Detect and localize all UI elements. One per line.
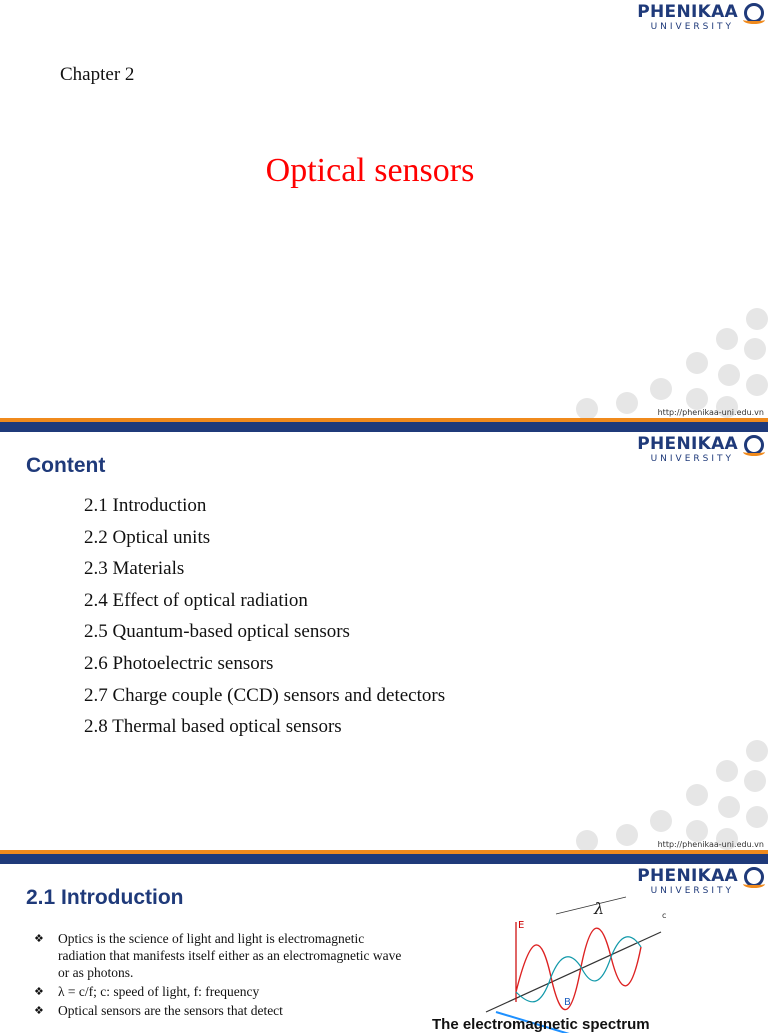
logo-name: PHENIKAA xyxy=(637,866,738,886)
electromagnetic-wave-diagram xyxy=(476,892,686,1022)
b-label: B xyxy=(564,997,571,1008)
slide-2 xyxy=(0,432,768,864)
lambda-label: λ xyxy=(594,899,605,918)
toc-item[interactable]: 2.3 Materials xyxy=(84,558,185,580)
toc-item[interactable]: 2.7 Charge couple (CCD) sensors and detectors xyxy=(84,684,446,706)
logo-sub: UNIVERSITY xyxy=(650,886,734,896)
e-label: E xyxy=(518,920,525,931)
footer-url[interactable]: http://phenikaa-uni.edu.vn xyxy=(657,840,764,849)
slide-heading: 2.1 Introduction xyxy=(26,886,184,909)
logo-ring-icon xyxy=(744,3,764,23)
phenikaa-logo xyxy=(604,434,764,466)
table-of-contents xyxy=(84,494,445,747)
toc-item[interactable]: 2.1 Introduction xyxy=(84,495,207,516)
logo-ring-icon xyxy=(744,867,764,887)
logo-name: PHENIKAA xyxy=(637,2,738,22)
toc-item[interactable]: 2.8 Thermal based optical sensors xyxy=(84,716,342,738)
chapter-label: Chapter 2 xyxy=(60,64,135,85)
toc-item[interactable]: 2.2 Optical units xyxy=(84,526,211,548)
c-label: c xyxy=(662,911,667,920)
logo-ring-icon xyxy=(744,435,764,455)
phenikaa-logo xyxy=(604,2,764,34)
hexagon-pattern-decoration xyxy=(538,308,768,418)
bullet-list xyxy=(34,930,414,1021)
toc-item[interactable]: 2.6 Photoelectric sensors xyxy=(84,652,274,674)
footer-url[interactable]: http://phenikaa-uni.edu.vn xyxy=(657,408,764,417)
slide-1 xyxy=(0,0,768,432)
bullet-item: ❖ Optical sensors are the sensors that detect xyxy=(34,1002,414,1019)
hexagon-pattern-decoration xyxy=(538,740,768,850)
logo-name: PHENIKAA xyxy=(637,434,738,454)
wavelength-marker xyxy=(556,897,626,914)
toc-item[interactable]: 2.5 Quantum-based optical sensors xyxy=(84,621,350,643)
slide-title: Optical sensors xyxy=(265,152,475,189)
bullet-item: ❖ λ = c/f; c: speed of light, f: frequency xyxy=(34,983,414,1000)
figure-caption: The electromagnetic spectrum xyxy=(432,1016,650,1033)
slide-3 xyxy=(0,864,768,1033)
toc-item[interactable]: 2.4 Effect of optical radiation xyxy=(84,589,308,611)
slide-footer xyxy=(0,408,768,432)
bullet-item: ❖ Optics is the science of light and light is electromagnetic radiation that manifests itself either as an electromagnetic wave or as photons. xyxy=(34,930,414,981)
slide-footer xyxy=(0,840,768,864)
slide-heading: Content xyxy=(26,454,106,477)
logo-sub: UNIVERSITY xyxy=(650,454,734,464)
e-wave xyxy=(516,928,641,1009)
logo-sub: UNIVERSITY xyxy=(650,22,734,32)
